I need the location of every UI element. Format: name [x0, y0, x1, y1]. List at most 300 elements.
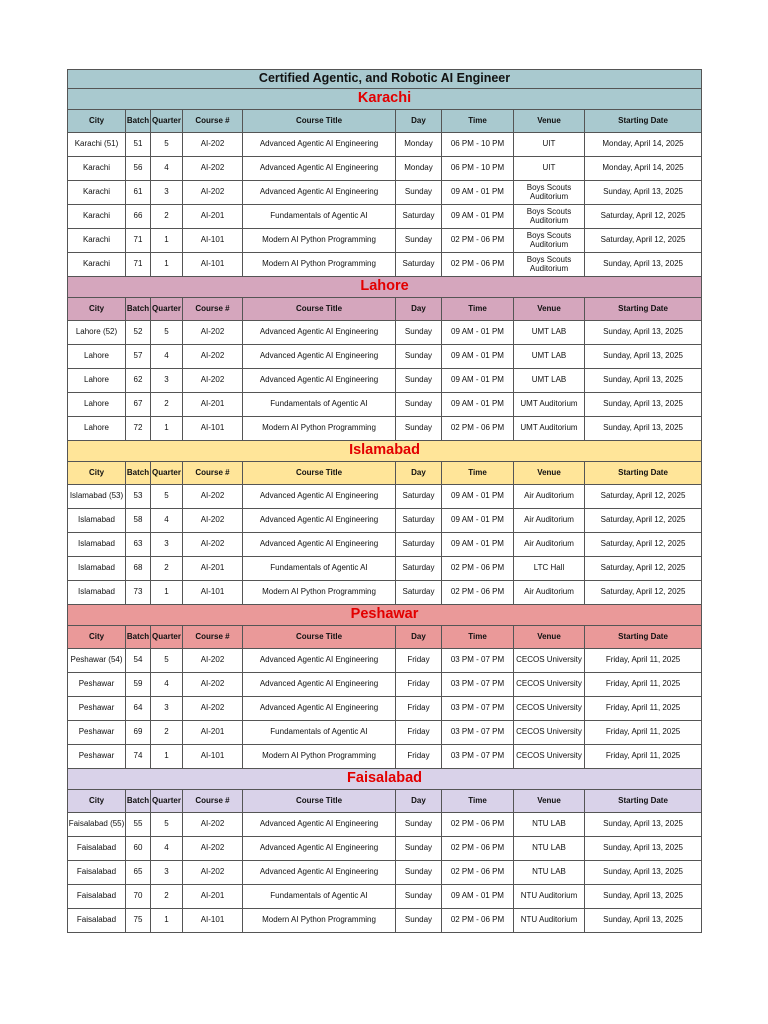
cell-starting-date: Friday, April 11, 2025 — [585, 697, 702, 721]
cell-starting-date: Friday, April 11, 2025 — [585, 721, 702, 745]
column-header-batch: Batch — [126, 298, 151, 321]
table-row — [68, 557, 702, 581]
cell-day: Sunday — [396, 885, 442, 909]
cell-batch: 73 — [126, 581, 151, 605]
cell-batch: 67 — [126, 393, 151, 417]
column-header-time: Time — [442, 298, 514, 321]
column-header-course-number: Course # — [183, 790, 243, 813]
cell-course-title: Advanced Agentic AI Engineering — [243, 345, 396, 369]
column-header-starting-date: Starting Date — [585, 298, 702, 321]
cell-time: 06 PM - 10 PM — [442, 133, 514, 157]
cell-course-title: Advanced Agentic AI Engineering — [243, 861, 396, 885]
section-title-row-faisalabad — [68, 769, 702, 790]
column-header-day: Day — [396, 790, 442, 813]
cell-course-number: AI-101 — [183, 417, 243, 441]
table-row — [68, 745, 702, 769]
section-title-row-lahore — [68, 277, 702, 298]
cell-day: Friday — [396, 745, 442, 769]
section-title: Karachi — [68, 89, 702, 110]
column-header-venue: Venue — [514, 462, 585, 485]
cell-starting-date: Saturday, April 12, 2025 — [585, 229, 702, 253]
cell-course-number: AI-202 — [183, 533, 243, 557]
cell-starting-date: Friday, April 11, 2025 — [585, 745, 702, 769]
cell-course-number: AI-202 — [183, 861, 243, 885]
cell-quarter: 1 — [151, 417, 183, 441]
cell-time: 09 AM - 01 PM — [442, 533, 514, 557]
column-header-course-title: Course Title — [243, 110, 396, 133]
table-row — [68, 229, 702, 253]
cell-day: Sunday — [396, 229, 442, 253]
cell-batch: 65 — [126, 861, 151, 885]
cell-course-title: Fundamentals of Agentic AI — [243, 885, 396, 909]
cell-starting-date: Sunday, April 13, 2025 — [585, 417, 702, 441]
cell-city: Lahore — [68, 345, 126, 369]
cell-day: Sunday — [396, 813, 442, 837]
cell-quarter: 4 — [151, 157, 183, 181]
cell-course-title: Modern AI Python Programming — [243, 581, 396, 605]
cell-day: Sunday — [396, 861, 442, 885]
cell-quarter: 5 — [151, 649, 183, 673]
cell-batch: 53 — [126, 485, 151, 509]
cell-quarter: 3 — [151, 533, 183, 557]
cell-time: 03 PM - 07 PM — [442, 721, 514, 745]
cell-time: 09 AM - 01 PM — [442, 205, 514, 229]
cell-day: Friday — [396, 721, 442, 745]
cell-course-title: Advanced Agentic AI Engineering — [243, 673, 396, 697]
cell-course-number: AI-202 — [183, 157, 243, 181]
cell-quarter: 2 — [151, 557, 183, 581]
cell-venue: NTU LAB — [514, 813, 585, 837]
cell-city: Faisalabad — [68, 861, 126, 885]
title-row — [68, 70, 702, 89]
cell-time: 09 AM - 01 PM — [442, 393, 514, 417]
cell-venue: Boys Scouts Auditorium — [514, 229, 585, 253]
column-header-quarter: Quarter — [151, 110, 183, 133]
cell-quarter: 1 — [151, 745, 183, 769]
cell-batch: 70 — [126, 885, 151, 909]
cell-quarter: 5 — [151, 133, 183, 157]
cell-venue: Boys Scouts Auditorium — [514, 253, 585, 277]
cell-time: 02 PM - 06 PM — [442, 417, 514, 441]
column-header-time: Time — [442, 790, 514, 813]
cell-batch: 57 — [126, 345, 151, 369]
cell-venue: NTU Auditorium — [514, 885, 585, 909]
cell-city: Islamabad — [68, 581, 126, 605]
cell-course-title: Advanced Agentic AI Engineering — [243, 369, 396, 393]
cell-venue: CECOS University — [514, 721, 585, 745]
cell-day: Sunday — [396, 369, 442, 393]
cell-course-title: Advanced Agentic AI Engineering — [243, 133, 396, 157]
cell-city: Lahore — [68, 393, 126, 417]
column-header-venue: Venue — [514, 790, 585, 813]
cell-course-title: Fundamentals of Agentic AI — [243, 205, 396, 229]
table-row — [68, 253, 702, 277]
cell-quarter: 4 — [151, 837, 183, 861]
cell-starting-date: Monday, April 14, 2025 — [585, 157, 702, 181]
cell-starting-date: Sunday, April 13, 2025 — [585, 345, 702, 369]
cell-batch: 71 — [126, 229, 151, 253]
cell-time: 03 PM - 07 PM — [442, 649, 514, 673]
table-row — [68, 345, 702, 369]
cell-batch: 58 — [126, 509, 151, 533]
cell-venue: UMT Auditorium — [514, 417, 585, 441]
cell-venue: Air Auditorium — [514, 581, 585, 605]
cell-batch: 59 — [126, 673, 151, 697]
schedule-body — [68, 70, 702, 933]
column-header-city: City — [68, 462, 126, 485]
cell-course-title: Advanced Agentic AI Engineering — [243, 837, 396, 861]
table-row — [68, 485, 702, 509]
cell-starting-date: Saturday, April 12, 2025 — [585, 205, 702, 229]
cell-day: Saturday — [396, 509, 442, 533]
column-header-starting-date: Starting Date — [585, 790, 702, 813]
header-row-karachi — [68, 110, 702, 133]
cell-quarter: 2 — [151, 885, 183, 909]
column-header-batch: Batch — [126, 462, 151, 485]
cell-day: Saturday — [396, 485, 442, 509]
cell-batch: 66 — [126, 205, 151, 229]
cell-course-number: AI-202 — [183, 133, 243, 157]
cell-course-number: AI-101 — [183, 909, 243, 933]
cell-day: Saturday — [396, 581, 442, 605]
cell-day: Monday — [396, 133, 442, 157]
cell-starting-date: Sunday, April 13, 2025 — [585, 909, 702, 933]
column-header-batch: Batch — [126, 110, 151, 133]
table-row — [68, 205, 702, 229]
column-header-city: City — [68, 790, 126, 813]
column-header-course-number: Course # — [183, 462, 243, 485]
cell-course-title: Fundamentals of Agentic AI — [243, 721, 396, 745]
column-header-course-number: Course # — [183, 626, 243, 649]
cell-course-number: AI-202 — [183, 485, 243, 509]
cell-course-title: Advanced Agentic AI Engineering — [243, 181, 396, 205]
cell-starting-date: Sunday, April 13, 2025 — [585, 321, 702, 345]
cell-batch: 54 — [126, 649, 151, 673]
cell-venue: LTC Hall — [514, 557, 585, 581]
cell-city: Islamabad — [68, 533, 126, 557]
cell-venue: Boys Scouts Auditorium — [514, 205, 585, 229]
cell-batch: 68 — [126, 557, 151, 581]
column-header-city: City — [68, 298, 126, 321]
cell-day: Sunday — [396, 321, 442, 345]
cell-quarter: 5 — [151, 321, 183, 345]
section-title: Lahore — [68, 277, 702, 298]
cell-course-number: AI-202 — [183, 697, 243, 721]
cell-city: Faisalabad — [68, 909, 126, 933]
section-title: Peshawar — [68, 605, 702, 626]
cell-starting-date: Saturday, April 12, 2025 — [585, 509, 702, 533]
cell-course-number: AI-101 — [183, 745, 243, 769]
cell-course-title: Advanced Agentic AI Engineering — [243, 485, 396, 509]
column-header-time: Time — [442, 626, 514, 649]
cell-venue: NTU Auditorium — [514, 909, 585, 933]
cell-venue: NTU LAB — [514, 861, 585, 885]
cell-day: Friday — [396, 697, 442, 721]
cell-starting-date: Friday, April 11, 2025 — [585, 649, 702, 673]
cell-venue: UMT LAB — [514, 321, 585, 345]
cell-quarter: 4 — [151, 345, 183, 369]
column-header-venue: Venue — [514, 110, 585, 133]
column-header-course-title: Course Title — [243, 462, 396, 485]
cell-time: 02 PM - 06 PM — [442, 909, 514, 933]
table-row — [68, 649, 702, 673]
cell-course-title: Modern AI Python Programming — [243, 909, 396, 933]
column-header-day: Day — [396, 110, 442, 133]
cell-city: Lahore (52) — [68, 321, 126, 345]
cell-batch: 72 — [126, 417, 151, 441]
table-row — [68, 321, 702, 345]
table-row — [68, 509, 702, 533]
cell-course-title: Modern AI Python Programming — [243, 417, 396, 441]
table-row — [68, 369, 702, 393]
column-header-starting-date: Starting Date — [585, 626, 702, 649]
cell-time: 02 PM - 06 PM — [442, 557, 514, 581]
cell-starting-date: Sunday, April 13, 2025 — [585, 393, 702, 417]
cell-day: Saturday — [396, 533, 442, 557]
cell-quarter: 2 — [151, 205, 183, 229]
cell-time: 03 PM - 07 PM — [442, 745, 514, 769]
cell-course-number: AI-202 — [183, 509, 243, 533]
cell-day: Sunday — [396, 909, 442, 933]
cell-venue: Air Auditorium — [514, 509, 585, 533]
column-header-quarter: Quarter — [151, 626, 183, 649]
cell-course-number: AI-202 — [183, 649, 243, 673]
cell-city: Peshawar — [68, 721, 126, 745]
cell-day: Friday — [396, 649, 442, 673]
column-header-venue: Venue — [514, 298, 585, 321]
column-header-quarter: Quarter — [151, 298, 183, 321]
table-row — [68, 673, 702, 697]
cell-course-number: AI-201 — [183, 393, 243, 417]
table-row — [68, 417, 702, 441]
cell-quarter: 3 — [151, 369, 183, 393]
cell-course-number: AI-201 — [183, 721, 243, 745]
cell-day: Saturday — [396, 557, 442, 581]
column-header-course-number: Course # — [183, 298, 243, 321]
column-header-course-title: Course Title — [243, 298, 396, 321]
cell-batch: 55 — [126, 813, 151, 837]
table-row — [68, 533, 702, 557]
cell-starting-date: Saturday, April 12, 2025 — [585, 485, 702, 509]
cell-city: Karachi — [68, 205, 126, 229]
table-row — [68, 837, 702, 861]
cell-batch: 51 — [126, 133, 151, 157]
cell-day: Sunday — [396, 345, 442, 369]
column-header-quarter: Quarter — [151, 790, 183, 813]
cell-day: Monday — [396, 157, 442, 181]
cell-city: Islamabad — [68, 557, 126, 581]
cell-course-number: AI-202 — [183, 673, 243, 697]
cell-venue: Boys Scouts Auditorium — [514, 181, 585, 205]
cell-city: Islamabad — [68, 509, 126, 533]
section-title-row-peshawar — [68, 605, 702, 626]
cell-starting-date: Sunday, April 13, 2025 — [585, 181, 702, 205]
cell-starting-date: Friday, April 11, 2025 — [585, 673, 702, 697]
cell-time: 09 AM - 01 PM — [442, 345, 514, 369]
section-title-row-karachi — [68, 89, 702, 110]
cell-course-number: AI-101 — [183, 253, 243, 277]
cell-day: Sunday — [396, 393, 442, 417]
cell-time: 02 PM - 06 PM — [442, 861, 514, 885]
column-header-course-title: Course Title — [243, 790, 396, 813]
cell-city: Karachi — [68, 157, 126, 181]
column-header-quarter: Quarter — [151, 462, 183, 485]
cell-course-title: Fundamentals of Agentic AI — [243, 393, 396, 417]
column-header-day: Day — [396, 462, 442, 485]
cell-course-title: Advanced Agentic AI Engineering — [243, 509, 396, 533]
table-row — [68, 157, 702, 181]
cell-city: Lahore — [68, 369, 126, 393]
cell-time: 09 AM - 01 PM — [442, 181, 514, 205]
cell-quarter: 4 — [151, 673, 183, 697]
cell-course-number: AI-101 — [183, 581, 243, 605]
cell-course-title: Advanced Agentic AI Engineering — [243, 321, 396, 345]
cell-batch: 52 — [126, 321, 151, 345]
cell-course-title: Modern AI Python Programming — [243, 745, 396, 769]
schedule-table — [67, 69, 702, 933]
cell-city: Peshawar — [68, 745, 126, 769]
cell-quarter: 4 — [151, 509, 183, 533]
cell-venue: UMT LAB — [514, 345, 585, 369]
cell-time: 02 PM - 06 PM — [442, 813, 514, 837]
cell-time: 09 AM - 01 PM — [442, 321, 514, 345]
table-row — [68, 721, 702, 745]
cell-course-title: Advanced Agentic AI Engineering — [243, 157, 396, 181]
column-header-batch: Batch — [126, 790, 151, 813]
cell-city: Karachi — [68, 181, 126, 205]
cell-batch: 56 — [126, 157, 151, 181]
cell-course-number: AI-202 — [183, 181, 243, 205]
cell-course-number: AI-101 — [183, 229, 243, 253]
schedule-sheet — [67, 69, 701, 933]
cell-day: Sunday — [396, 417, 442, 441]
cell-city: Karachi (51) — [68, 133, 126, 157]
cell-venue: CECOS University — [514, 697, 585, 721]
cell-venue: UIT — [514, 157, 585, 181]
column-header-time: Time — [442, 462, 514, 485]
cell-quarter: 1 — [151, 229, 183, 253]
cell-quarter: 2 — [151, 393, 183, 417]
cell-venue: CECOS University — [514, 745, 585, 769]
cell-venue: NTU LAB — [514, 837, 585, 861]
cell-batch: 63 — [126, 533, 151, 557]
cell-course-title: Modern AI Python Programming — [243, 229, 396, 253]
cell-quarter: 3 — [151, 181, 183, 205]
cell-venue: UMT Auditorium — [514, 393, 585, 417]
section-title: Faisalabad — [68, 769, 702, 790]
cell-time: 09 AM - 01 PM — [442, 885, 514, 909]
cell-time: 03 PM - 07 PM — [442, 697, 514, 721]
cell-course-number: AI-202 — [183, 837, 243, 861]
table-row — [68, 885, 702, 909]
cell-city: Peshawar — [68, 673, 126, 697]
cell-batch: 61 — [126, 181, 151, 205]
header-row-islamabad — [68, 462, 702, 485]
cell-batch: 64 — [126, 697, 151, 721]
cell-time: 02 PM - 06 PM — [442, 837, 514, 861]
cell-day: Saturday — [396, 253, 442, 277]
cell-quarter: 5 — [151, 813, 183, 837]
table-row — [68, 181, 702, 205]
column-header-course-number: Course # — [183, 110, 243, 133]
cell-starting-date: Sunday, April 13, 2025 — [585, 861, 702, 885]
column-header-city: City — [68, 110, 126, 133]
cell-city: Peshawar — [68, 697, 126, 721]
cell-starting-date: Sunday, April 13, 2025 — [585, 837, 702, 861]
cell-city: Peshawar (54) — [68, 649, 126, 673]
cell-venue: UMT LAB — [514, 369, 585, 393]
cell-quarter: 2 — [151, 721, 183, 745]
cell-starting-date: Sunday, April 13, 2025 — [585, 885, 702, 909]
cell-course-number: AI-201 — [183, 205, 243, 229]
column-header-time: Time — [442, 110, 514, 133]
section-title: Islamabad — [68, 441, 702, 462]
cell-quarter: 5 — [151, 485, 183, 509]
cell-city: Karachi — [68, 229, 126, 253]
column-header-batch: Batch — [126, 626, 151, 649]
cell-city: Faisalabad (55) — [68, 813, 126, 837]
column-header-course-title: Course Title — [243, 626, 396, 649]
cell-city: Lahore — [68, 417, 126, 441]
header-row-faisalabad — [68, 790, 702, 813]
cell-time: 06 PM - 10 PM — [442, 157, 514, 181]
cell-course-number: AI-202 — [183, 813, 243, 837]
cell-course-number: AI-201 — [183, 885, 243, 909]
cell-course-number: AI-202 — [183, 345, 243, 369]
cell-starting-date: Monday, April 14, 2025 — [585, 133, 702, 157]
cell-starting-date: Saturday, April 12, 2025 — [585, 557, 702, 581]
cell-city: Karachi — [68, 253, 126, 277]
cell-venue: Air Auditorium — [514, 485, 585, 509]
cell-day: Sunday — [396, 837, 442, 861]
cell-batch: 74 — [126, 745, 151, 769]
cell-venue: Air Auditorium — [514, 533, 585, 557]
cell-course-title: Advanced Agentic AI Engineering — [243, 649, 396, 673]
table-row — [68, 697, 702, 721]
cell-time: 09 AM - 01 PM — [442, 369, 514, 393]
cell-batch: 69 — [126, 721, 151, 745]
cell-course-title: Advanced Agentic AI Engineering — [243, 697, 396, 721]
table-row — [68, 813, 702, 837]
column-header-starting-date: Starting Date — [585, 462, 702, 485]
cell-starting-date: Sunday, April 13, 2025 — [585, 369, 702, 393]
column-header-city: City — [68, 626, 126, 649]
page-title: Certified Agentic, and Robotic AI Engineer — [68, 70, 702, 89]
cell-course-title: Advanced Agentic AI Engineering — [243, 533, 396, 557]
cell-time: 03 PM - 07 PM — [442, 673, 514, 697]
column-header-starting-date: Starting Date — [585, 110, 702, 133]
header-row-peshawar — [68, 626, 702, 649]
cell-quarter: 3 — [151, 697, 183, 721]
cell-course-number: AI-202 — [183, 321, 243, 345]
cell-batch: 62 — [126, 369, 151, 393]
cell-batch: 71 — [126, 253, 151, 277]
cell-starting-date: Saturday, April 12, 2025 — [585, 581, 702, 605]
cell-day: Friday — [396, 673, 442, 697]
cell-starting-date: Saturday, April 12, 2025 — [585, 533, 702, 557]
cell-venue: CECOS University — [514, 673, 585, 697]
cell-batch: 60 — [126, 837, 151, 861]
section-title-row-islamabad — [68, 441, 702, 462]
cell-time: 02 PM - 06 PM — [442, 253, 514, 277]
cell-course-number: AI-201 — [183, 557, 243, 581]
cell-quarter: 3 — [151, 861, 183, 885]
column-header-venue: Venue — [514, 626, 585, 649]
cell-time: 09 AM - 01 PM — [442, 485, 514, 509]
cell-course-number: AI-202 — [183, 369, 243, 393]
table-row — [68, 133, 702, 157]
cell-quarter: 1 — [151, 253, 183, 277]
